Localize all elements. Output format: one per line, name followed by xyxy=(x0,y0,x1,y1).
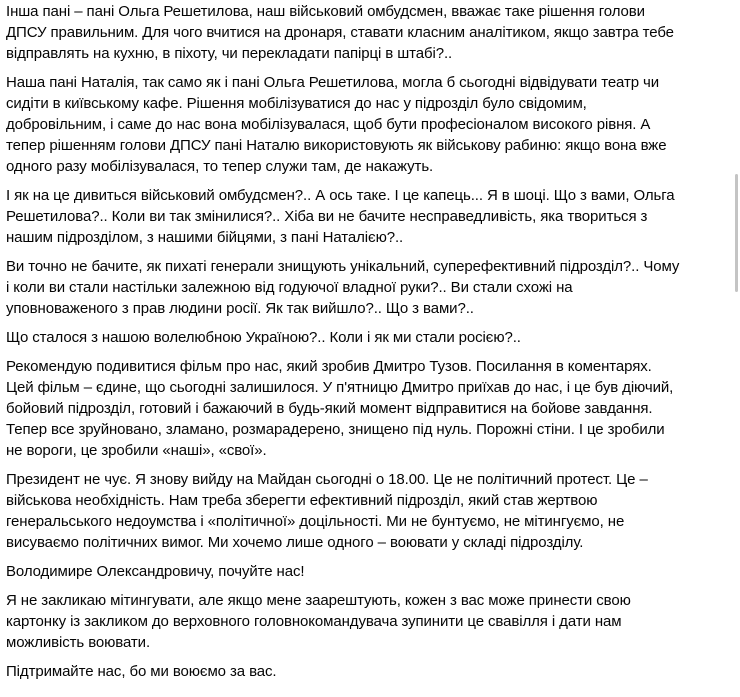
paragraph xyxy=(6,469,730,553)
text-line: Тепер все зруйновано, зламано, розмарадерено, знищено під нуль. Порожні стіни. І це зробили xyxy=(6,421,665,438)
paragraph xyxy=(6,590,730,653)
text-line: Що сталося з нашою волелюбною Україною?.. Коли і як ми стали росією?.. xyxy=(6,329,521,346)
text-line: добровільним, і саме до нас вона мобілізувалася, щоб бути професіоналом високого рівня. А xyxy=(6,116,651,133)
post-text xyxy=(6,1,730,690)
text-line: Підтримайте нас, бо ми воюємо за вас. xyxy=(6,663,277,680)
text-line: нашим підрозділом, з нашими бійцями, з пані Наталією?.. xyxy=(6,229,404,246)
text-line: уповноваженого з прав людини росії. Як так вийшло?.. Що з вами?.. xyxy=(6,300,474,317)
text-line: І як на це дивиться військовий омбудсмен?.. А ось таке. І це капець... Я в шоці. Що з вами, Ольга xyxy=(6,187,675,204)
text-line: висуваємо політичних вимог. Ми хочемо лише одного – воювати у складі підрозділу. xyxy=(6,534,584,551)
text-line: Наша пані Наталія, так само як і пані Ольга Решетилова, могла б сьогодні відвідувати театр чи xyxy=(6,74,660,91)
text-line: Цей фільм – єдине, що сьогодні залишилося. У п'ятницю Дмитро приїхав до нас, і це був діючий, xyxy=(6,379,674,396)
text-line: генеральського недоумства і «політичної» доцільності. Ми не бунтуємо, не мітингуємо, не xyxy=(6,513,625,530)
paragraph xyxy=(6,327,730,348)
text-line: відправлять на кухню, в піхоту, чи перекладати папірці в штабі?.. xyxy=(6,45,453,62)
text-line: Я не закликаю мітингувати, але якщо мене заарештують, кожен з вас може принести свою xyxy=(6,592,631,609)
text-line: Президент не чує. Я знову вийду на Майдан сьогодні о 18.00. Це не політичний протест. Це – xyxy=(6,471,648,488)
text-line: Рекомендую подивитися фільм про нас, який зробив Дмитро Тузов. Посилання в коментарях. xyxy=(6,358,652,375)
text-line: і коли ви стали настільки залежною від годуючої владної руки?.. Ви стали схожі на xyxy=(6,279,573,296)
text-line: тепер рішенням голови ДПСУ пані Наталю використовують як військову рабиню: якщо вона вже xyxy=(6,137,667,154)
text-line: сидіти в київському кафе. Рішення мобілізуватися до нас у підрозділ було свідомим, xyxy=(6,95,587,112)
text-line: не вороги, це зробили «наші», «свої». xyxy=(6,442,267,459)
text-line: картонку із закликом до верховного головнокомандувача зупинити це свавілля і дати нам xyxy=(6,613,622,630)
paragraph xyxy=(6,356,730,461)
scrollbar[interactable] xyxy=(735,174,738,292)
paragraph xyxy=(6,561,730,582)
paragraph xyxy=(6,1,730,64)
paragraph xyxy=(6,256,730,319)
text-line: Ви точно не бачите, як пихаті генерали знищують унікальний, суперефективний підрозділ?.. Чому xyxy=(6,258,680,275)
text-line: можливість воювати. xyxy=(6,634,151,651)
text-line: Інша пані – пані Ольга Решетилова, наш військовий омбудсмен, вважає таке рішення голови xyxy=(6,3,645,20)
text-line: Решетилова?.. Коли ви так змінилися?.. Хіба ви не бачите несправедливість, яка твориться з xyxy=(6,208,648,225)
text-line: Володимире Олександровичу, почуйте нас! xyxy=(6,563,305,580)
paragraph xyxy=(6,661,730,682)
paragraph xyxy=(6,72,730,177)
paragraph xyxy=(6,185,730,248)
text-line: ДПСУ правильним. Для чого вчитися на дронаря, ставати класним аналітиком, якщо завтра тебе xyxy=(6,24,674,41)
text-line: бойовий підрозділ, готовий і бажаючий в будь-який момент відправитися на бойове завдання. xyxy=(6,400,653,417)
text-line: одного разу мобілізувалася, то тепер служи там, де накажуть. xyxy=(6,158,434,175)
text-line: військова необхідність. Нам треба зберегти ефективний підрозділ, який став жертвою xyxy=(6,492,598,509)
